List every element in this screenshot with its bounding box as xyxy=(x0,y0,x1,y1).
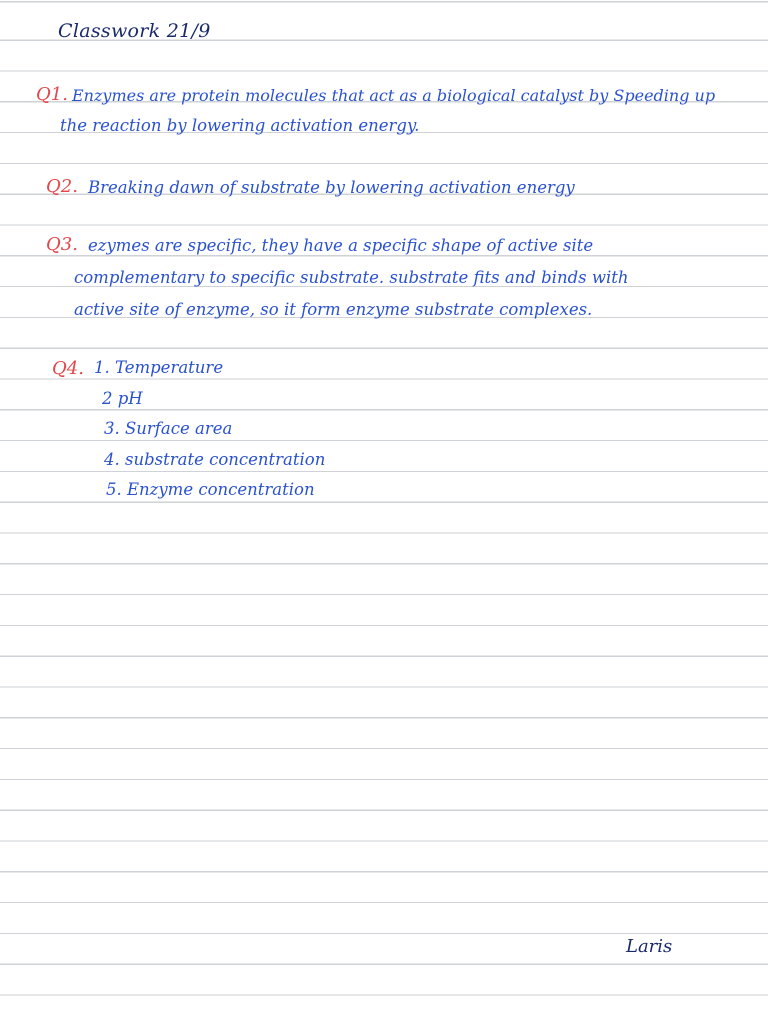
signature: Laris xyxy=(626,936,673,957)
q1-label: Q1. xyxy=(36,84,68,105)
q4-item-1: 1. Temperature xyxy=(94,358,224,377)
q4-item-3: 3. Surface area xyxy=(104,419,233,438)
q1-line-2: the reaction by lowering activation energy. xyxy=(60,116,420,135)
q2-line-1: Breaking dawn of substrate by lowering activation energy xyxy=(88,178,575,197)
q3-line-3: active site of enzyme, so it form enzyme substrate complexes. xyxy=(74,300,593,319)
q3-label: Q3. xyxy=(46,234,78,255)
q4-item-2: 2 pH xyxy=(102,389,143,408)
q3-line-1: ezymes are specific, they have a specific shape of active site xyxy=(88,236,594,255)
page-title: Classwork 21/9 xyxy=(58,20,211,42)
q4-item-4: 4. substrate concentration xyxy=(104,450,326,469)
q3-line-2: complementary to specific substrate. substrate fits and binds with xyxy=(74,268,629,287)
q4-item-5: 5. Enzyme concentration xyxy=(106,480,315,499)
q2-label: Q2. xyxy=(46,176,78,197)
q4-label: Q4. xyxy=(52,358,84,379)
q1-line-1: Enzymes are protein molecules that act as a biological catalyst by Speeding up xyxy=(72,86,716,105)
